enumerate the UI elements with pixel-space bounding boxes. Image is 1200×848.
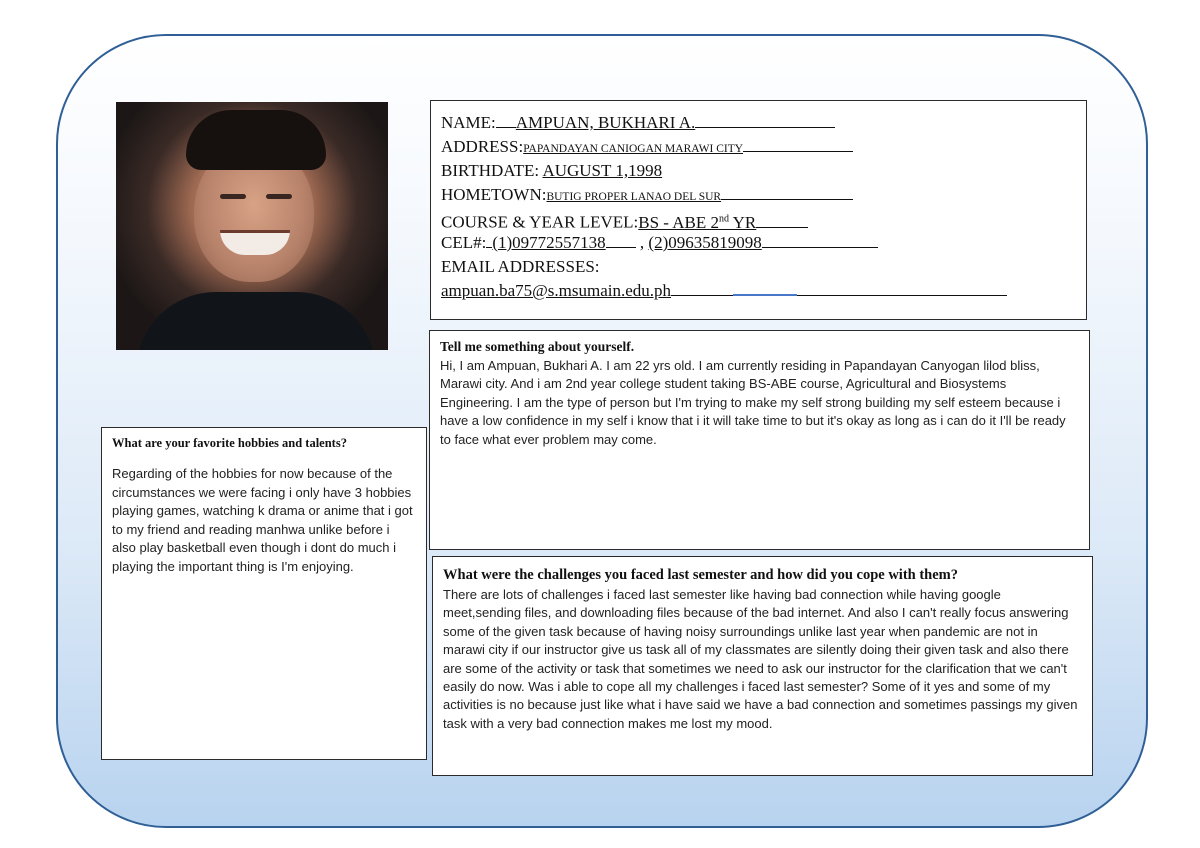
photo-hair [186,110,326,170]
about-question: Tell me something about yourself. [440,339,635,354]
birthdate-row [441,159,1086,183]
hometown-value: BUTIG PROPER LANAO DEL SUR [546,191,722,203]
email-underline-blue [733,279,797,296]
cel-label: CEL#: [441,233,487,252]
hobbies-question: What are your favorite hobbies and talents? [112,436,347,450]
cel-value-1: (1)09772557138 [492,233,606,252]
cel-separator: , [639,233,645,252]
course-underline [756,212,808,228]
challenges-box [432,556,1093,776]
about-answer: Hi, I am Ampuan, Bukhari A. I am 22 yrs old. I am currently residing in Papandayan Canyogan lilod bliss, Marawi city. And i am 2nd year college student taking BS-ABE course, Agricultural and Biosystems Engineering. I am the type of person but I'm trying to make my self strong building my self esteem because i have a low confidence in my self i know that i it will take time to but it's okay as long as i can do it I'll be ready to face what ever problem may come. [440,358,1066,447]
email-label-row [441,255,1086,279]
challenges-question: What were the challenges you faced last semester and how did you cope with them? [443,567,958,583]
name-label: NAME: [441,113,496,132]
hometown-label: HOMETOWN: [441,185,547,204]
hobbies-answer: Regarding of the hobbies for now because of the circumstances we were facing i only have 3 hobbies playing games, watching k drama or anime that i got to my friend and reading manhwa unlike before i also play basketball even though i dont do much i playing the important thing is I'm enjoying. [112,466,413,574]
cel-underline [762,232,878,248]
email-value: ampuan.ba75@s.msumain.edu.ph [441,281,672,300]
photo-right-eye [266,194,292,199]
address-underline [743,136,853,152]
profile-photo [116,102,388,350]
name-underline [695,112,835,128]
name-underline-lead [496,112,516,128]
photo-shirt [136,292,376,350]
email-underline-b [797,280,1007,296]
address-row [441,135,1086,159]
course-value-sup: nd [719,213,730,224]
course-value-main: BS - ABE 2 [638,212,720,232]
about-yourself-box [429,330,1090,550]
course-value-year: YR [729,212,757,232]
name-value: AMPUAN, BUKHARI A. [515,113,696,132]
course-value [638,213,756,232]
cel-value-2: (2)09635819098 [648,233,762,252]
birthdate-label: BIRTHDATE: [441,161,540,180]
photo-left-eye [220,194,246,199]
email-row [441,279,1086,303]
course-label: COURSE & YEAR LEVEL: [441,212,639,232]
address-value: PAPANDAYAN CANIOGAN MARAWI CITY [523,143,744,155]
hometown-underline [721,184,853,200]
address-label: ADDRESS: [441,137,524,156]
cel-underline-mid [606,232,636,248]
challenges-answer: There are lots of challenges i faced last semester like having bad connection while having google meet,sending files, and downloading files because of the bad internet. And also I can't really focus answering some of the given task because of having noisy surroundings unlike last year when pandemic are not in marawi city if our instructor give us task all of my classmates are silently doing their given task and also there are some of the activity or task that sometimes we need to ask our instructor for the clarification that we can't easily do now. Was i able to cope all my challenges i faced last semester? Some of it yes and some of my activities is no because just like what i have said we have a bad connection and sometimes passings my given task with a very bad connection makes me lost my mood. [443,587,1078,731]
course-row [441,207,1086,231]
birthdate-value: AUGUST 1,1998 [542,161,663,180]
hobbies-box [101,427,427,760]
cel-row [441,231,1086,255]
hometown-row [441,183,1086,207]
email-label: EMAIL ADDRESSES: [441,257,600,276]
name-row [441,111,1086,135]
email-underline-a [671,280,733,296]
personal-info-box [430,100,1087,320]
